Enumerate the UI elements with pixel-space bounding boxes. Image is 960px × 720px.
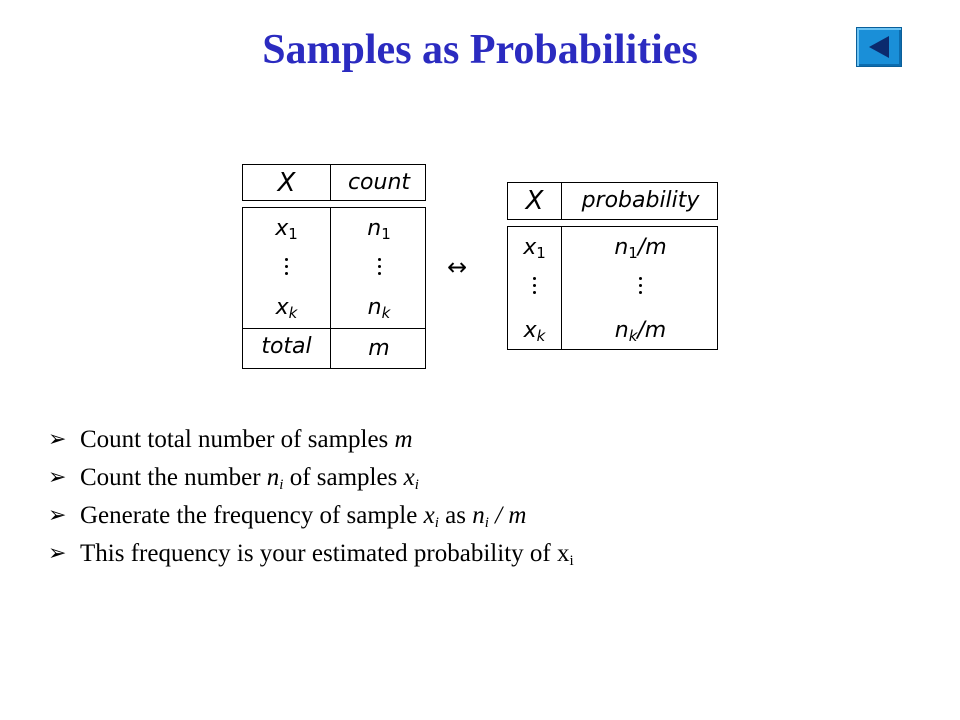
triangle-left-icon bbox=[867, 35, 891, 59]
equivalence-arrow: ↔ bbox=[447, 253, 468, 281]
prob-row-k-value: $n_k/m$ bbox=[614, 318, 667, 345]
count-header-count: count bbox=[347, 170, 411, 195]
count-row-1-n: $n_1$ bbox=[367, 216, 391, 243]
count-row-k-n: $n_k$ bbox=[367, 295, 391, 322]
prob-row-1-x: $x_1$ bbox=[523, 235, 546, 262]
bullet-text: Generate the frequency of sample $x_i$ as $n_i$ / m bbox=[80, 502, 527, 531]
prob-header-probability: probability bbox=[581, 188, 700, 213]
vdots-icon bbox=[531, 277, 537, 298]
count-header-x: X bbox=[277, 168, 296, 198]
count-total-label: total bbox=[261, 334, 312, 359]
arrow-bullet-icon: ➢ bbox=[48, 503, 67, 528]
page-title: Samples as Probabilities bbox=[262, 27, 698, 73]
arrow-bullet-icon: ➢ bbox=[48, 427, 67, 452]
prob-table-body bbox=[507, 226, 718, 350]
bullet-text: Count total number of samples m bbox=[80, 426, 413, 453]
prob-header-x: X bbox=[525, 186, 544, 216]
back-button[interactable] bbox=[856, 27, 902, 67]
arrow-bullet-icon: ➢ bbox=[48, 465, 67, 490]
vdots-icon bbox=[376, 258, 382, 279]
arrow-bullet-icon: ➢ bbox=[48, 541, 67, 566]
prob-table-header bbox=[507, 182, 718, 220]
prob-row-1-value: $n_1/m$ bbox=[614, 235, 667, 262]
prob-row-k-x: $x_k$ bbox=[523, 318, 546, 345]
bullet-text: Count the number $n_i$ of samples $x_i$ bbox=[80, 464, 419, 493]
count-table-header bbox=[242, 164, 426, 201]
vdots-icon bbox=[283, 258, 289, 279]
count-row-k-x: $x_k$ bbox=[275, 295, 298, 322]
bullet-text: This frequency is your estimated probability of $x_i$ bbox=[80, 540, 574, 569]
count-total-value: m bbox=[368, 336, 390, 361]
count-table-body bbox=[242, 207, 426, 369]
vdots-icon bbox=[637, 277, 643, 298]
count-row-1-x: $x_1$ bbox=[275, 216, 298, 243]
